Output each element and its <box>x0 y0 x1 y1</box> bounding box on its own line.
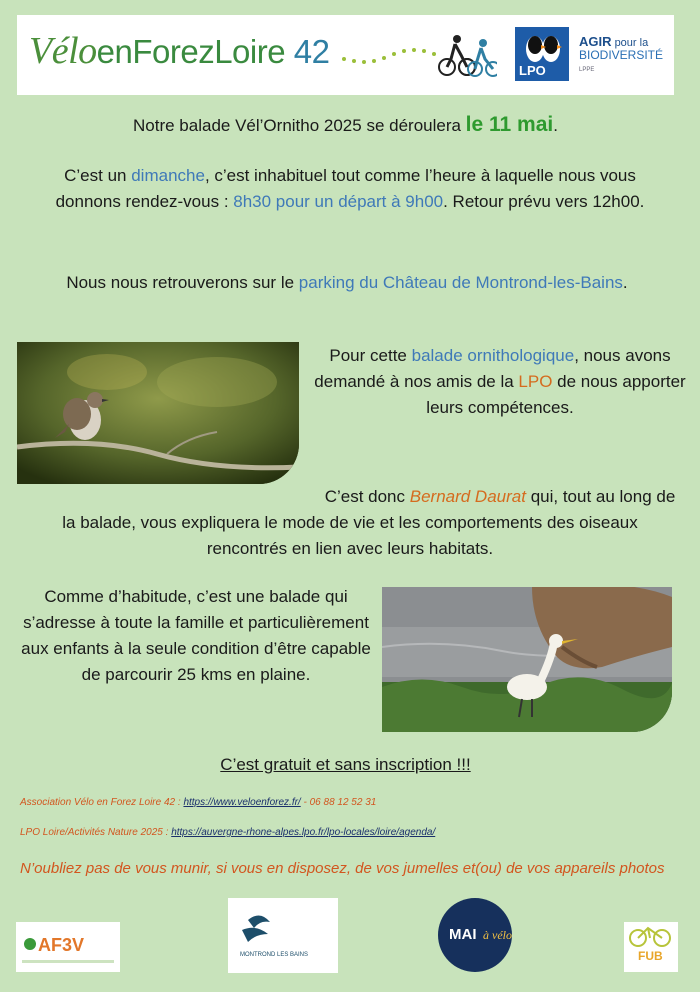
event-date: le 11 mai <box>465 113 554 136</box>
velo-en-forez-logo: VéloenForezLoire 42 <box>29 30 330 72</box>
svg-text:AF3V: AF3V <box>38 935 85 955</box>
reminder-note: N’oubliez pas de vous munir, si vous en disposez, de vos jumelles et(ou) de vos appareils photos <box>20 860 665 877</box>
lpo-mention: LPO <box>518 372 553 391</box>
event-time: 8h30 pour un départ à 9h00 <box>233 192 444 211</box>
lpo-contact: LPO Loire/Activités Nature 2025 : https://auvergne-rhone-alpes.lpo.fr/lpo-locales/loire/agenda/ <box>20 827 436 838</box>
fub-logo <box>624 922 678 972</box>
meeting-place: parking du Château de Montrond-les-Bains <box>298 273 623 292</box>
lpo-agenda-link[interactable]: https://auvergne-rhone-alpes.lpo.fr/lpo-locales/loire/agenda/ <box>171 827 436 838</box>
mai-a-velo-logo <box>437 897 513 973</box>
agir-biodiversite-tagline: AGIR pour la BIODIVERSITÉ LPPE <box>579 34 664 73</box>
event-day: dimanche <box>131 166 205 185</box>
meeting-place-paragraph: Nous nous retrouverons sur le parking du Château de Montrond-les-Bains. <box>66 273 628 292</box>
ornitho-paragraph: Pour cette balade ornithologique, nous avons demandé à nos amis de la LPO de nous apporter leurs compétences. <box>314 346 686 417</box>
veloenforez-link[interactable]: https://www.veloenforez.fr/ <box>183 797 301 808</box>
lpo-logo: LPO <box>515 27 569 81</box>
header-banner <box>17 15 674 95</box>
guide-paragraph: C’est donc Bernard Daurat qui, tout au long de la balade, vous expliquera le mode de vie et les comportements des oiseaux rencontrés en lien avec leurs habitats. <box>62 487 676 558</box>
balade-type: balade ornithologique <box>411 346 575 365</box>
svg-text:MAI: MAI <box>449 926 477 943</box>
dotted-trail-icon <box>340 45 440 69</box>
association-contact: Association Vélo en Forez Loire 42 : https://www.veloenforez.fr/ - 06 88 12 52 31 <box>20 797 377 808</box>
schedule-paragraph: C’est un dimanche, c’est inhabituel tout comme l’heure à laquelle nous vous donnons rendez-vous : 8h30 pour un départ à 9h00. Retour prévu vers 12h00. <box>55 166 645 211</box>
svg-text:à vélo: à vélo <box>483 928 512 942</box>
free-notice: C’est gratuit et sans inscription !!! <box>220 755 471 774</box>
cyclists-icon <box>437 29 497 79</box>
montrond-les-bains-logo <box>228 898 338 973</box>
bird-on-branch-photo <box>17 342 299 484</box>
svg-text:MONTROND LES BAINS: MONTROND LES BAINS <box>240 952 309 958</box>
svg-text:FUB: FUB <box>638 949 663 963</box>
guide-name: Bernard Daurat <box>409 487 526 506</box>
family-paragraph: Comme d’habitude, c’est une balade qui s’adresse à toute la famille et particulièrement aux enfants à la seule condition d’être capable de parcourir 25 kms en plaine. <box>21 587 371 684</box>
egret-and-cow-photo <box>382 587 672 732</box>
intro-paragraph: Notre balade Vél’Ornitho 2025 se déroulera le 11 mai. <box>133 113 558 136</box>
af3v-logo <box>16 922 120 972</box>
puffin-icon <box>515 27 569 67</box>
